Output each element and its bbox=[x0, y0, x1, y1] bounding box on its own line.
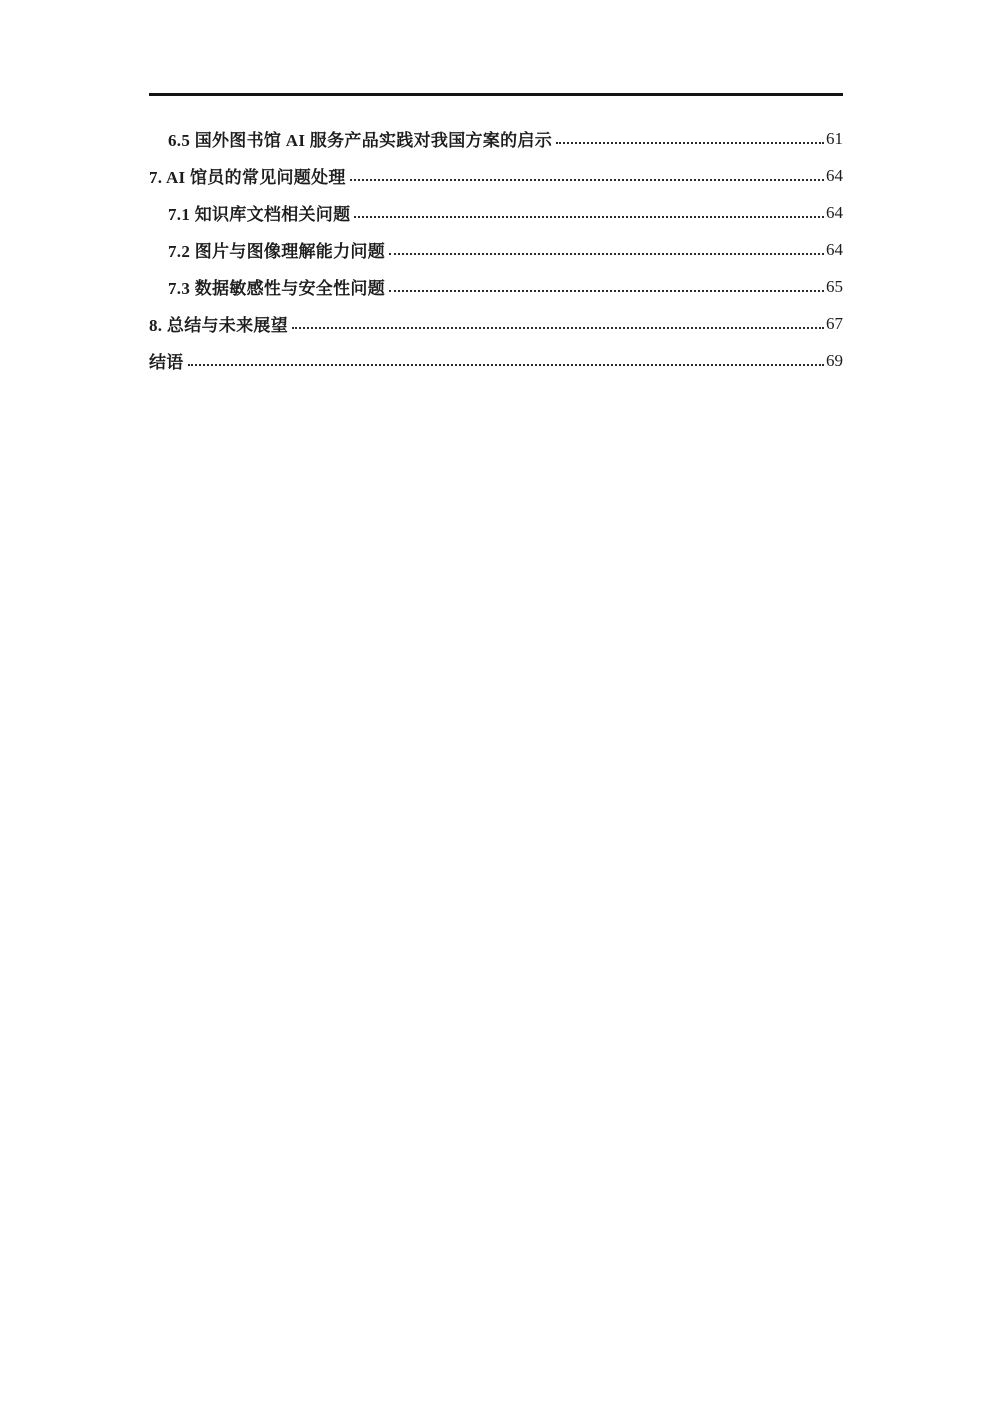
toc-entry[interactable] bbox=[149, 157, 843, 194]
toc-entry-page: 69 bbox=[826, 350, 843, 370]
toc-entry-label: 8. 总结与未来展望 bbox=[149, 316, 288, 335]
toc-entry-label: 7.1 知识库文档相关问题 bbox=[168, 205, 351, 224]
toc-entry-label: 7.3 数据敏感性与安全性问题 bbox=[168, 279, 385, 298]
dot-leader bbox=[350, 170, 824, 181]
toc-entry[interactable] bbox=[149, 305, 843, 342]
dot-leader bbox=[354, 207, 824, 218]
toc-entry-page: 67 bbox=[826, 313, 843, 333]
dot-leader bbox=[292, 318, 824, 329]
toc-entry[interactable] bbox=[149, 342, 843, 379]
toc-entry[interactable] bbox=[149, 268, 843, 305]
toc-entry[interactable] bbox=[149, 231, 843, 268]
dot-leader bbox=[556, 133, 824, 144]
toc-entry[interactable] bbox=[149, 120, 843, 157]
header-rule bbox=[149, 93, 843, 96]
toc bbox=[149, 120, 843, 379]
toc-entry-label: 7.2 图片与图像理解能力问题 bbox=[168, 242, 385, 261]
dot-leader bbox=[389, 281, 824, 292]
toc-entry-page: 64 bbox=[826, 239, 843, 259]
toc-entry-label: 7. AI 馆员的常见问题处理 bbox=[149, 168, 346, 187]
toc-entry-page: 65 bbox=[826, 276, 843, 296]
toc-entry-page: 64 bbox=[826, 202, 843, 222]
toc-entry-label: 6.5 国外图书馆 AI 服务产品实践对我国方案的启示 bbox=[168, 131, 552, 150]
toc-entry-page: 61 bbox=[826, 128, 843, 148]
toc-entry-label: 结语 bbox=[149, 353, 184, 372]
dot-leader bbox=[188, 355, 824, 366]
toc-entry[interactable] bbox=[149, 194, 843, 231]
dot-leader bbox=[389, 244, 824, 255]
toc-entry-page: 64 bbox=[826, 165, 843, 185]
